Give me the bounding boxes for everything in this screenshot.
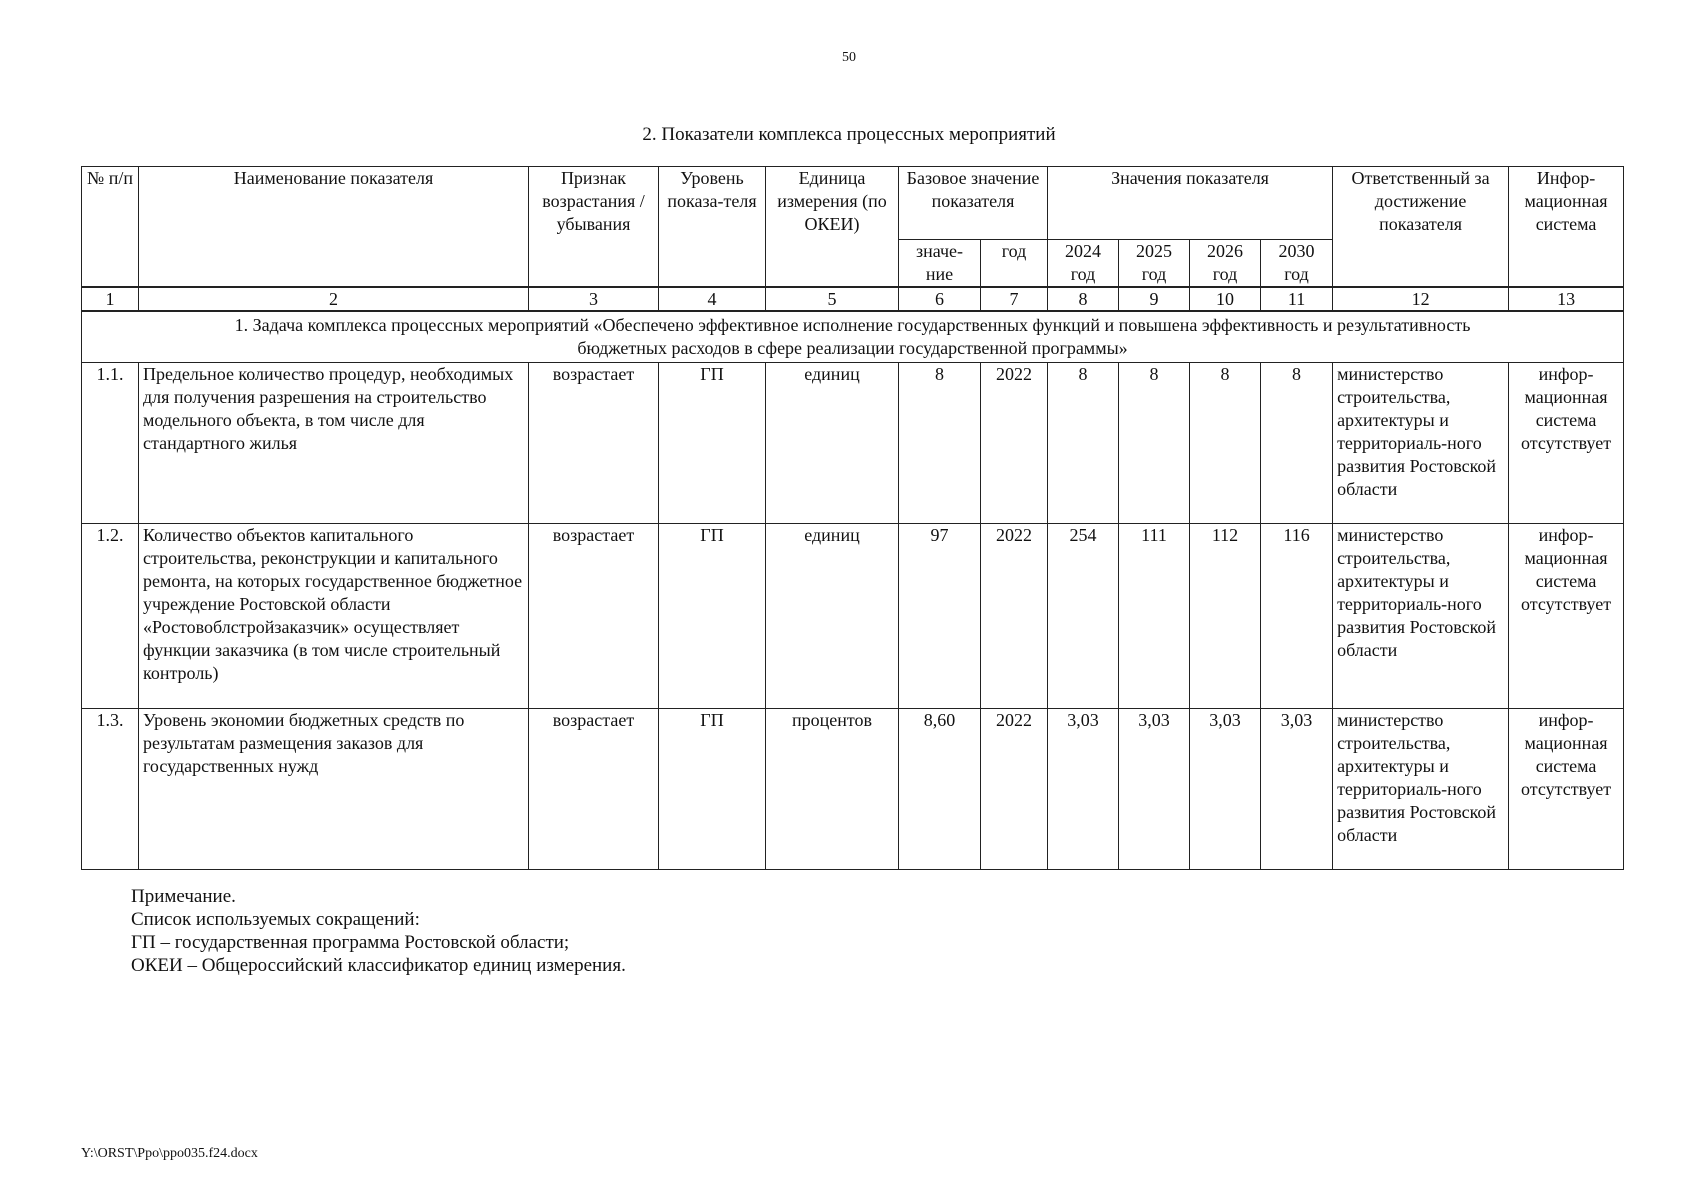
col-number: 4 [659,287,766,311]
header-responsible: Ответственный за достижение показателя [1333,167,1509,288]
note-line: ГП – государственная программа Ростовской области; [131,932,570,953]
row-level: ГП [659,524,766,709]
col-number: 6 [899,287,981,311]
row-sign: возрастает [529,363,659,524]
notes [131,885,626,977]
page-number: 50 [842,50,856,65]
row-info-system: инфор-мационная система отсутствует [1509,709,1624,870]
row-unit: единиц [766,363,899,524]
row-name: Уровень экономии бюджетных средств по результатам размещения заказов для государственных нужд [139,709,529,870]
row-2024: 8 [1048,363,1119,524]
col-number: 7 [981,287,1048,311]
row-sign: возрастает [529,524,659,709]
col-number: 1 [82,287,139,311]
row-unit: процентов [766,709,899,870]
header-2025: 2025 год [1119,240,1190,288]
row-num: 1.3. [82,709,139,870]
table-row [82,363,1624,524]
indicators-table [81,166,1624,870]
header-2030: 2030 год [1261,240,1333,288]
row-num: 1.2. [82,524,139,709]
col-number: 3 [529,287,659,311]
header-2024: 2024 год [1048,240,1119,288]
row-name: Предельное количество процедур, необходимых для получения разрешения на строительство модельного объекта, в том числе для стандартного жилья [139,363,529,524]
note-line: ОКЕИ – Общероссийский классификатор единиц измерения. [131,955,626,976]
table-row [82,524,1624,709]
row-2030: 3,03 [1261,709,1333,870]
row-base-year: 2022 [981,709,1048,870]
row-sign: возрастает [529,709,659,870]
header-num: № п/п [82,167,139,288]
task-heading: 1. Задача комплекса процессных мероприятий «Обеспечено эффективное исполнение государственных функций и повышена эффективность и результативность бюджетных расходов в сфере реализации государственной программы» [82,311,1624,363]
col-number: 8 [1048,287,1119,311]
row-2024: 3,03 [1048,709,1119,870]
task-row [82,311,1624,363]
row-2026: 112 [1190,524,1261,709]
note-title: Примечание. [131,886,236,907]
row-name: Количество объектов капитального строительства, реконструкции и капитального ремонта, на которых государственное бюджетное учреждение Ростовской области «Ростовоблстройзаказчик» осуществляет функции заказчика (в том числе строительный контроль) [139,524,529,709]
header-level: Уровень показа-теля [659,167,766,288]
row-2030: 116 [1261,524,1333,709]
row-2024: 254 [1048,524,1119,709]
header-base: Базовое значение показателя [899,167,1048,240]
row-info-system: инфор-мационная система отсутствует [1509,363,1624,524]
col-number: 9 [1119,287,1190,311]
row-2025: 111 [1119,524,1190,709]
header-values: Значения показателя [1048,167,1333,240]
row-unit: единиц [766,524,899,709]
col-number: 11 [1261,287,1333,311]
header-name: Наименование показателя [139,167,529,288]
column-numbers-row [82,287,1624,311]
row-num: 1.1. [82,363,139,524]
col-number: 13 [1509,287,1624,311]
row-level: ГП [659,363,766,524]
row-base-year: 2022 [981,363,1048,524]
note-line: Список используемых сокращений: [131,909,420,930]
header-2026: 2026 год [1190,240,1261,288]
row-responsible: министерство строительства, архитектуры и территориаль-ного развития Ростовской области [1333,524,1509,709]
row-base-value: 97 [899,524,981,709]
row-responsible: министерство строительства, архитектуры и территориаль-ного развития Ростовской области [1333,709,1509,870]
header-base-year: год [981,240,1048,288]
row-info-system: инфор-мационная система отсутствует [1509,524,1624,709]
row-2026: 3,03 [1190,709,1261,870]
header-unit: Единица измерения (по ОКЕИ) [766,167,899,288]
file-path-footer: Y:\ORST\Ppo\ppo035.f24.docx [81,1146,258,1161]
row-level: ГП [659,709,766,870]
header-sign: Признак возрастания / убывания [529,167,659,288]
row-2030: 8 [1261,363,1333,524]
col-number: 10 [1190,287,1261,311]
col-number: 2 [139,287,529,311]
header-info-system: Инфор-мационная система [1509,167,1624,288]
row-base-value: 8 [899,363,981,524]
row-base-value: 8,60 [899,709,981,870]
row-responsible: министерство строительства, архитектуры и территориаль-ного развития Ростовской области [1333,363,1509,524]
row-2025: 8 [1119,363,1190,524]
row-2025: 3,03 [1119,709,1190,870]
row-base-year: 2022 [981,524,1048,709]
page-title: 2. Показатели комплекса процессных мероприятий [642,124,1056,145]
header-base-value: значе-ние [899,240,981,288]
table-row [82,709,1624,870]
col-number: 5 [766,287,899,311]
col-number: 12 [1333,287,1509,311]
row-2026: 8 [1190,363,1261,524]
